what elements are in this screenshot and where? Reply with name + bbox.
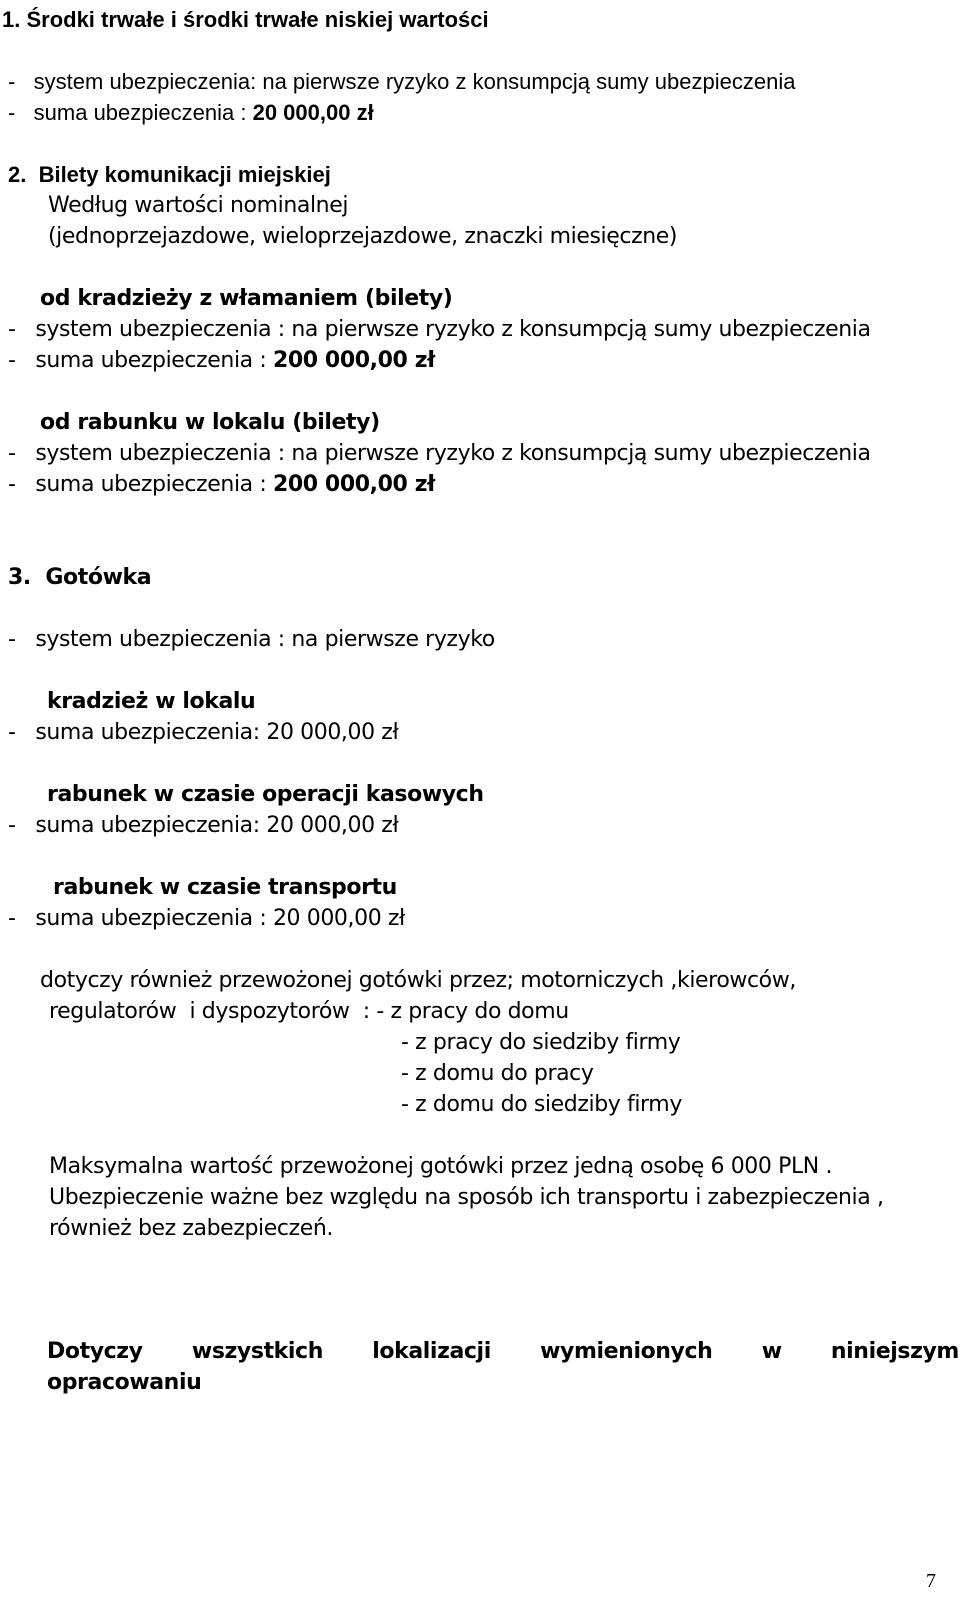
section-1-system-line: - system ubezpieczenia: na pierwsze ryzyko z konsumpcją sumy ubezpieczenia	[8, 69, 796, 94]
footer-word: w	[761, 1339, 782, 1364]
sum-label: - suma ubezpieczenia :	[8, 472, 273, 497]
footer-note-line-2: opracowaniu	[47, 1370, 202, 1395]
footer-note-line-1	[47, 1336, 959, 1367]
footer-word: Dotyczy	[47, 1339, 143, 1364]
cash-ops-sum-line: - suma ubezpieczenia: 20 000,00 zł	[8, 813, 399, 838]
section-2-heading: 2. Bilety komunikacji miejskiej	[8, 162, 331, 187]
transport-heading: rabunek w czasie transportu	[53, 875, 397, 900]
sum-value: 20 000,00 zł	[252, 100, 374, 125]
footer-word: wymienionych	[540, 1339, 713, 1364]
section-3-system-line: - system ubezpieczenia : na pierwsze ryzyko	[8, 627, 495, 652]
burglary-sum-line	[8, 345, 435, 376]
applies-line-2: regulatorów i dyspozytorów : - z pracy do domu	[49, 999, 569, 1024]
theft-heading: kradzież w lokalu	[47, 689, 256, 714]
sum-label: - suma ubezpieczenia :	[8, 348, 273, 373]
robbery-sum-line	[8, 469, 435, 500]
note-line: również bez zabezpieczeń.	[49, 1216, 333, 1241]
section-1-heading: 1. Środki trwałe i środki trwałe niskiej wartości	[2, 7, 489, 32]
footer-word: lokalizacji	[372, 1339, 491, 1364]
robbery-heading: od rabunku w lokalu (bilety)	[40, 410, 380, 435]
burglary-system-line: - system ubezpieczenia : na pierwsze ryzyko z konsumpcją sumy ubezpieczenia	[8, 317, 871, 342]
transport-sum-line: - suma ubezpieczenia : 20 000,00 zł	[8, 906, 405, 931]
sum-value: 200 000,00 zł	[272, 472, 435, 497]
footer-word: wszystkich	[191, 1339, 323, 1364]
route-item: - z domu do pracy	[401, 1061, 594, 1086]
sum-value: 200 000,00 zł	[272, 348, 435, 373]
page-number: 7	[926, 1570, 936, 1592]
footer-word: niniejszym	[830, 1339, 959, 1364]
burglary-heading: od kradzieży z włamaniem (bilety)	[40, 286, 453, 311]
robbery-system-line: - system ubezpieczenia : na pierwsze ryzyko z konsumpcją sumy ubezpieczenia	[8, 441, 871, 466]
section-2-line-1: Według wartości nominalnej	[48, 193, 349, 218]
sum-label: - suma ubezpieczenia :	[8, 100, 253, 125]
route-item: - z domu do siedziby firmy	[401, 1092, 682, 1117]
applies-line-1: dotyczy również przewożonej gotówki przez; motorniczych ,kierowców,	[40, 968, 796, 993]
note-line: Ubezpieczenie ważne bez względu na sposób ich transportu i zabezpieczenia ,	[49, 1185, 884, 1210]
section-3-heading: 3. Gotówka	[8, 565, 152, 590]
theft-sum-line: - suma ubezpieczenia: 20 000,00 zł	[8, 720, 399, 745]
section-1-sum-line	[8, 97, 374, 128]
route-item: - z pracy do siedziby firmy	[401, 1030, 681, 1055]
cash-ops-heading: rabunek w czasie operacji kasowych	[47, 782, 484, 807]
note-line: Maksymalna wartość przewożonej gotówki przez jedną osobę 6 000 PLN .	[49, 1154, 833, 1179]
section-2-line-2: (jednoprzejazdowe, wieloprzejazdowe, znaczki miesięczne)	[48, 224, 678, 249]
